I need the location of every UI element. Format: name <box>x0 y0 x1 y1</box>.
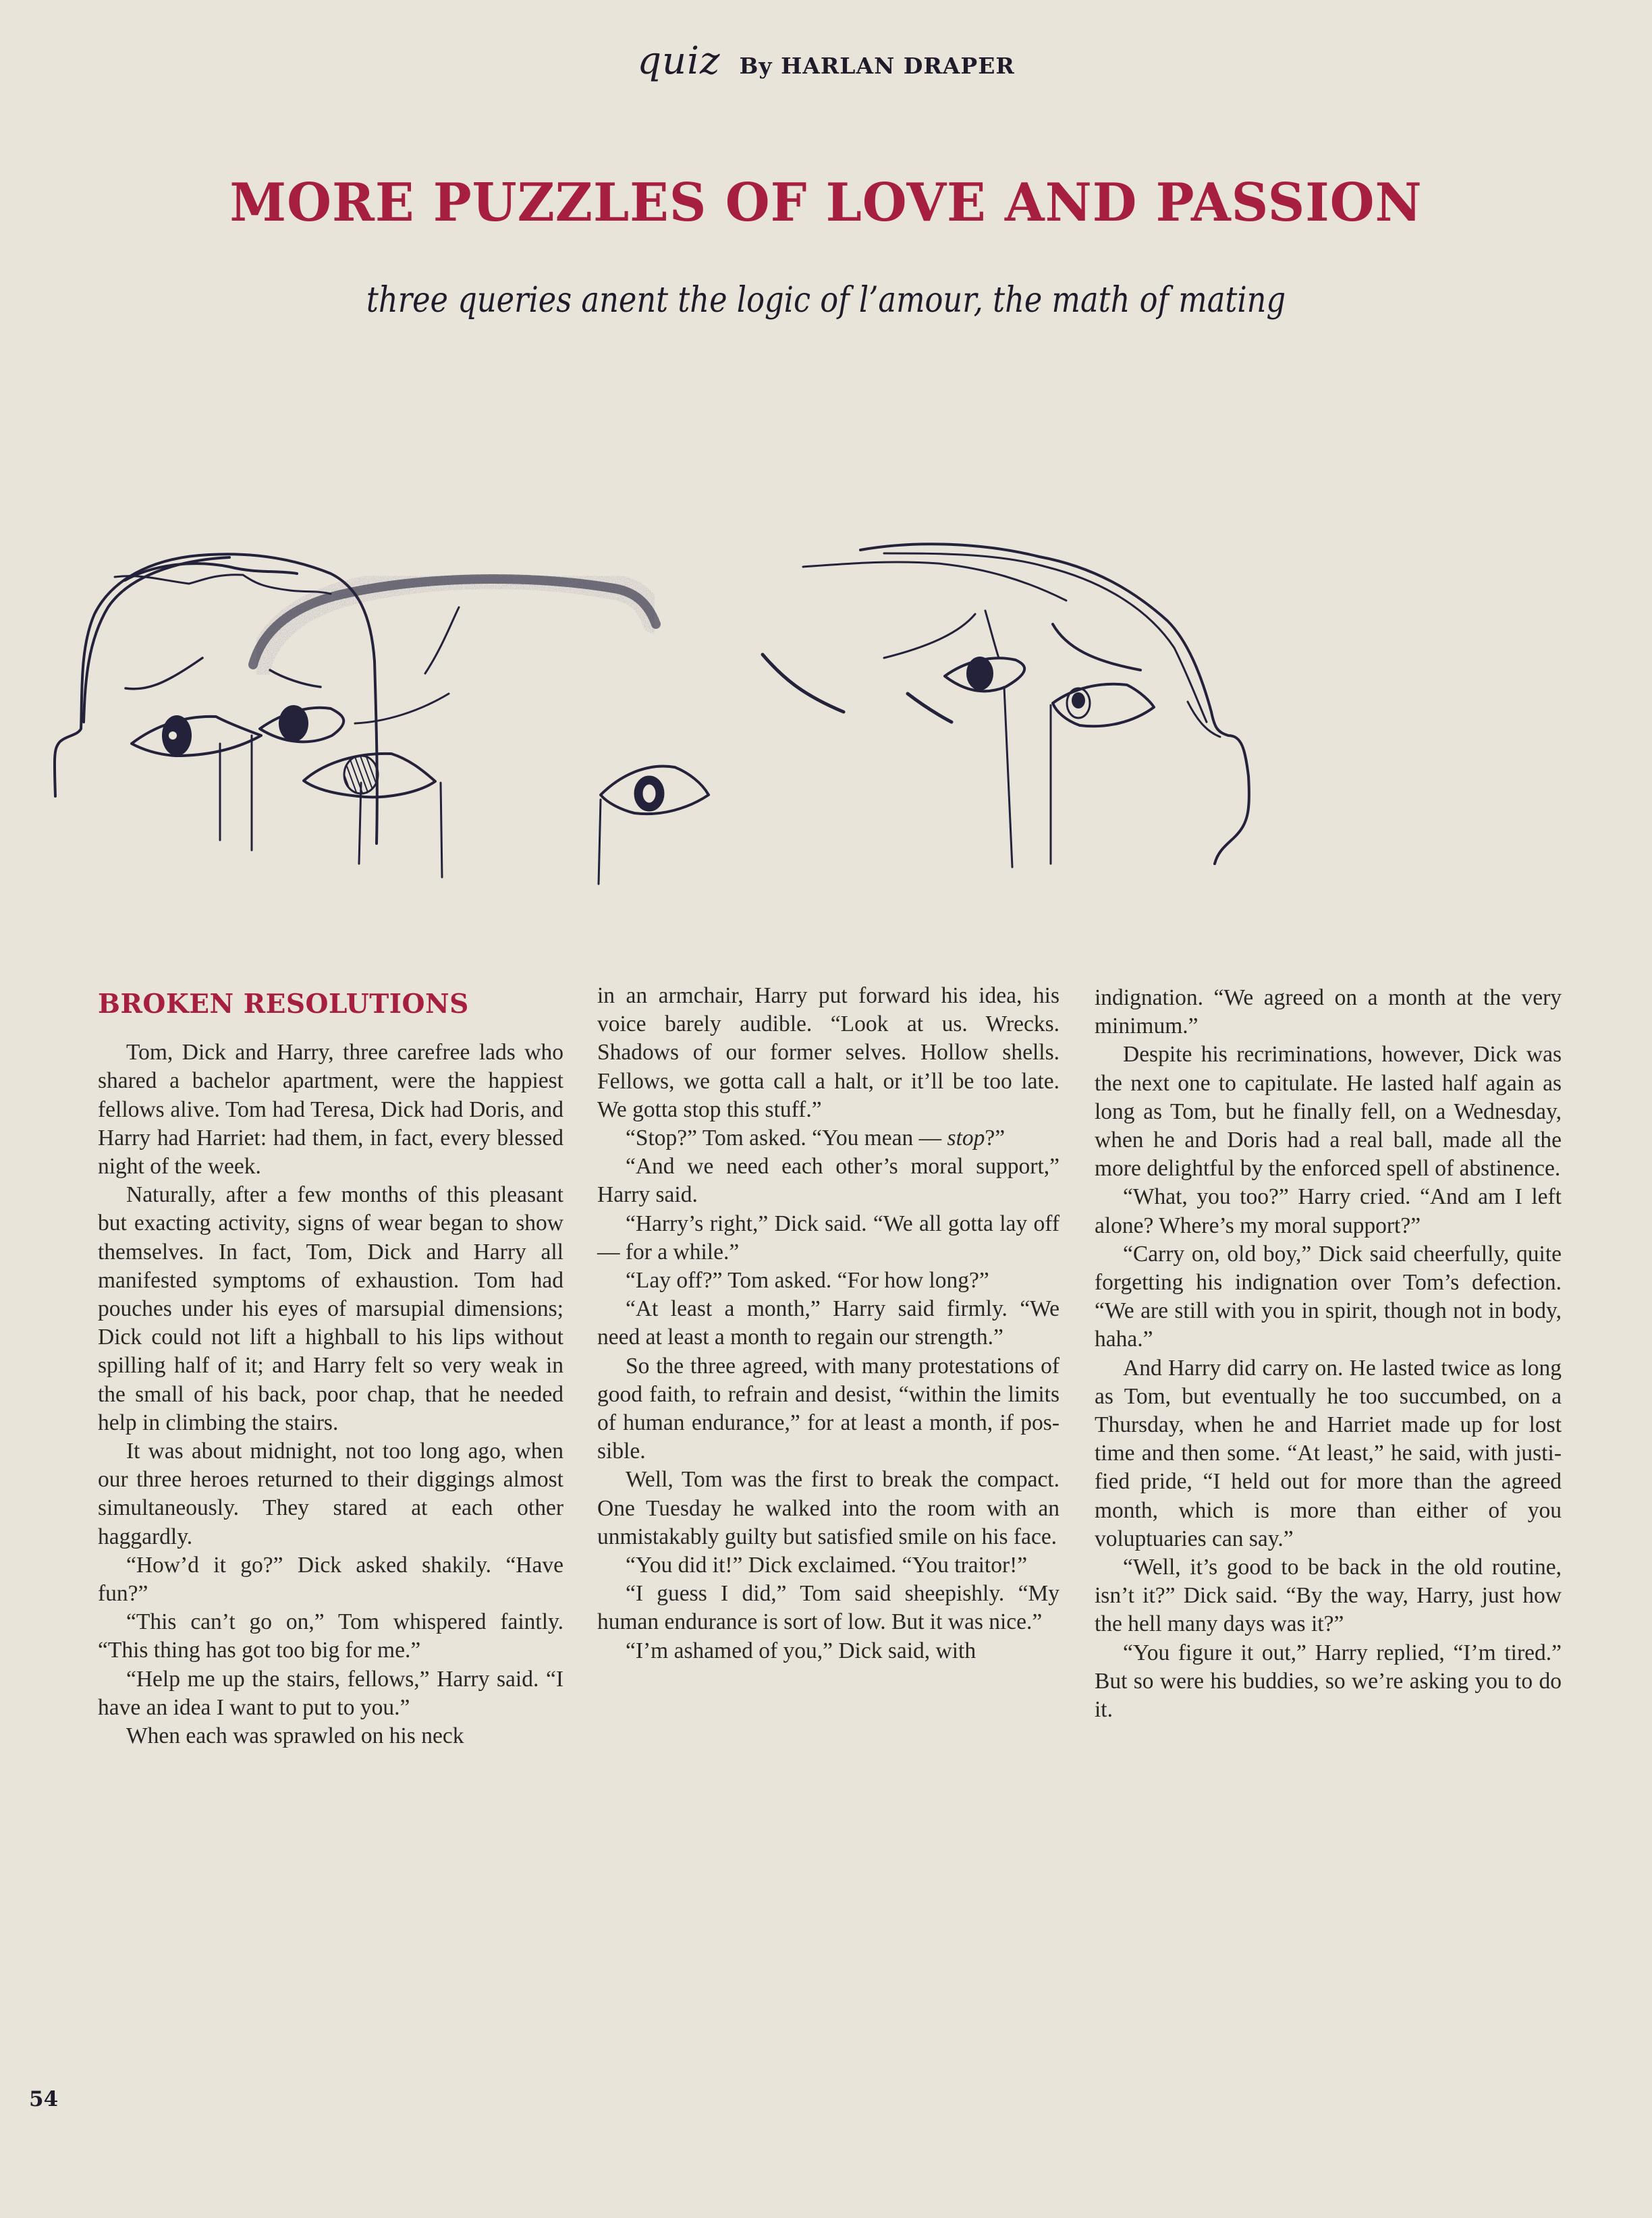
paragraph: Tom, Dick and Harry, three carefree lads who shared a bachelor apartment, were the happiest fellows alive. Tom had Teresa, Dick had Doris, and Harry had Harriet: had them, in fact, every blessed night of the week. <box>98 1040 563 1180</box>
page-number: 54 <box>29 2087 59 2111</box>
paragraph: “I’m ashamed of you,” Dick said, with <box>626 1638 976 1663</box>
paragraph: “Carry on, old boy,” Dick said cheerfully, quite forgetting his indignation over Tom’s defection. “We are still with you in spirit, though not in body, haha.” <box>1095 1241 1562 1352</box>
faces-illustration <box>40 526 1620 931</box>
paragraph-text: ?” <box>985 1126 1006 1151</box>
author-byline: By HARLAN DRAPER <box>739 53 1015 79</box>
paragraph: Naturally, after a few months of this pleasant but exacting activity, signs of wear began to show themselves. In fact, Tom, Dick and Harry all manifested symptoms of exhaustion. Tom had pouches under his eyes of marsupial dimensions; Dick could not lift a highball to his lips without spilling half of it; and Harry felt so very weak in the small of his back, poor chap, that he needed help in climbing the stairs. <box>98 1182 563 1435</box>
paragraph: “This can’t go on,” Tom whispered faintly. “This thing has got too big for me.” <box>98 1609 563 1663</box>
paragraph: Despite his recriminations, however, Dick was the next one to capitulate. He lasted half again as long as Tom, but he finally fell, on a Wednesday, when he and Doris had a real ball, made all the more delightful by the enforced spell of abstinence. <box>1095 1042 1562 1182</box>
article-column-2 <box>597 982 1059 1665</box>
paragraph: It was about midnight, not too long ago, when our three heroes returned to their diggings almost simultaneously. They stared at each other haggardly. <box>98 1439 563 1549</box>
paragraph: “What, you too?” Harry cried. “And am I left alone? Where’s my moral support?” <box>1095 1184 1562 1238</box>
paragraph-text: “Stop?” Tom asked. “You mean — <box>626 1126 942 1151</box>
department-label: quiz <box>637 39 721 83</box>
section-heading: BROKEN RESOLUTIONS <box>98 989 469 1020</box>
paragraph: So the three agreed, with many protestations of good faith, to refrain and desist, “within the limits of human endurance,” for at least a month, if possible. <box>597 1353 1059 1464</box>
paragraph: “Help me up the stairs, fellows,” Harry said. “I have an idea I want to put to you.” <box>98 1666 563 1720</box>
paragraph <box>597 1124 1059 1153</box>
paragraph: “Lay off?” Tom asked. “For how long?” <box>626 1268 989 1294</box>
paragraph: “Well, it’s good to be back in the old routine, isn’t it?” Dick said. “By the way, Harry, just how the hell many days was it?” <box>1095 1555 1562 1637</box>
paragraph: “I guess I did,” Tom said sheepishly. “My human endurance is sort of low. But it was nice.” <box>597 1581 1059 1635</box>
paragraph: “And we need each other’s moral support,” Harry said. <box>597 1154 1059 1208</box>
paragraph: “Harry’s right,” Dick said. “We all gotta lay off — for a while.” <box>597 1211 1059 1265</box>
article-column-3 <box>1095 984 1562 1724</box>
paragraph: Well, Tom was the first to break the compact. One Tuesday he walked into the room with an unmistakably guilty but satisfied smile on his face. <box>597 1467 1059 1549</box>
italic-word: stop <box>947 1126 985 1151</box>
article-subtitle: three queries anent the logic of l’amour, the math of mating <box>366 280 1286 321</box>
paragraph: in an armchair, Harry put forward his idea, his voice barely audible. “Look at us. Wrecks. Shadows of our former selves. Hollow shells. Fellows, we gotta call a halt, or it’ll be too late. We gotta stop this stuff.” <box>597 983 1059 1122</box>
paragraph: “How’d it go?” Dick asked shakily. “Have fun?” <box>98 1552 563 1607</box>
article-title: MORE PUZZLES OF LOVE AND PASSION <box>229 172 1423 233</box>
paragraph: “You did it!” Dick exclaimed. “You traitor!” <box>626 1553 1028 1578</box>
paragraph: When each was sprawled on his neck <box>126 1723 464 1749</box>
paragraph: And Harry did carry on. He lasted twice as long as Tom, but eventually he too succumbed, on a Thursday, when he and Harriet made up for lost time and then some. “At least,” he said, with justified pride, “I held out for more than the agreed month, which is more than either of you voluptuaries can say.” <box>1095 1355 1562 1551</box>
line-drawing-of-three-faces-icon <box>40 526 1620 931</box>
paragraph: indignation. “We agreed on a month at the very minimum.” <box>1095 985 1562 1039</box>
article-column-1 <box>98 982 563 1750</box>
paragraph: “At least a month,” Harry said firmly. “We need at least a month to regain our strength.” <box>597 1296 1059 1350</box>
paragraph: “You figure it out,” Harry replied, “I’m tired.” But so were his buddies, so we’re asking you to do it. <box>1095 1640 1562 1723</box>
article-kicker <box>0 39 1652 83</box>
